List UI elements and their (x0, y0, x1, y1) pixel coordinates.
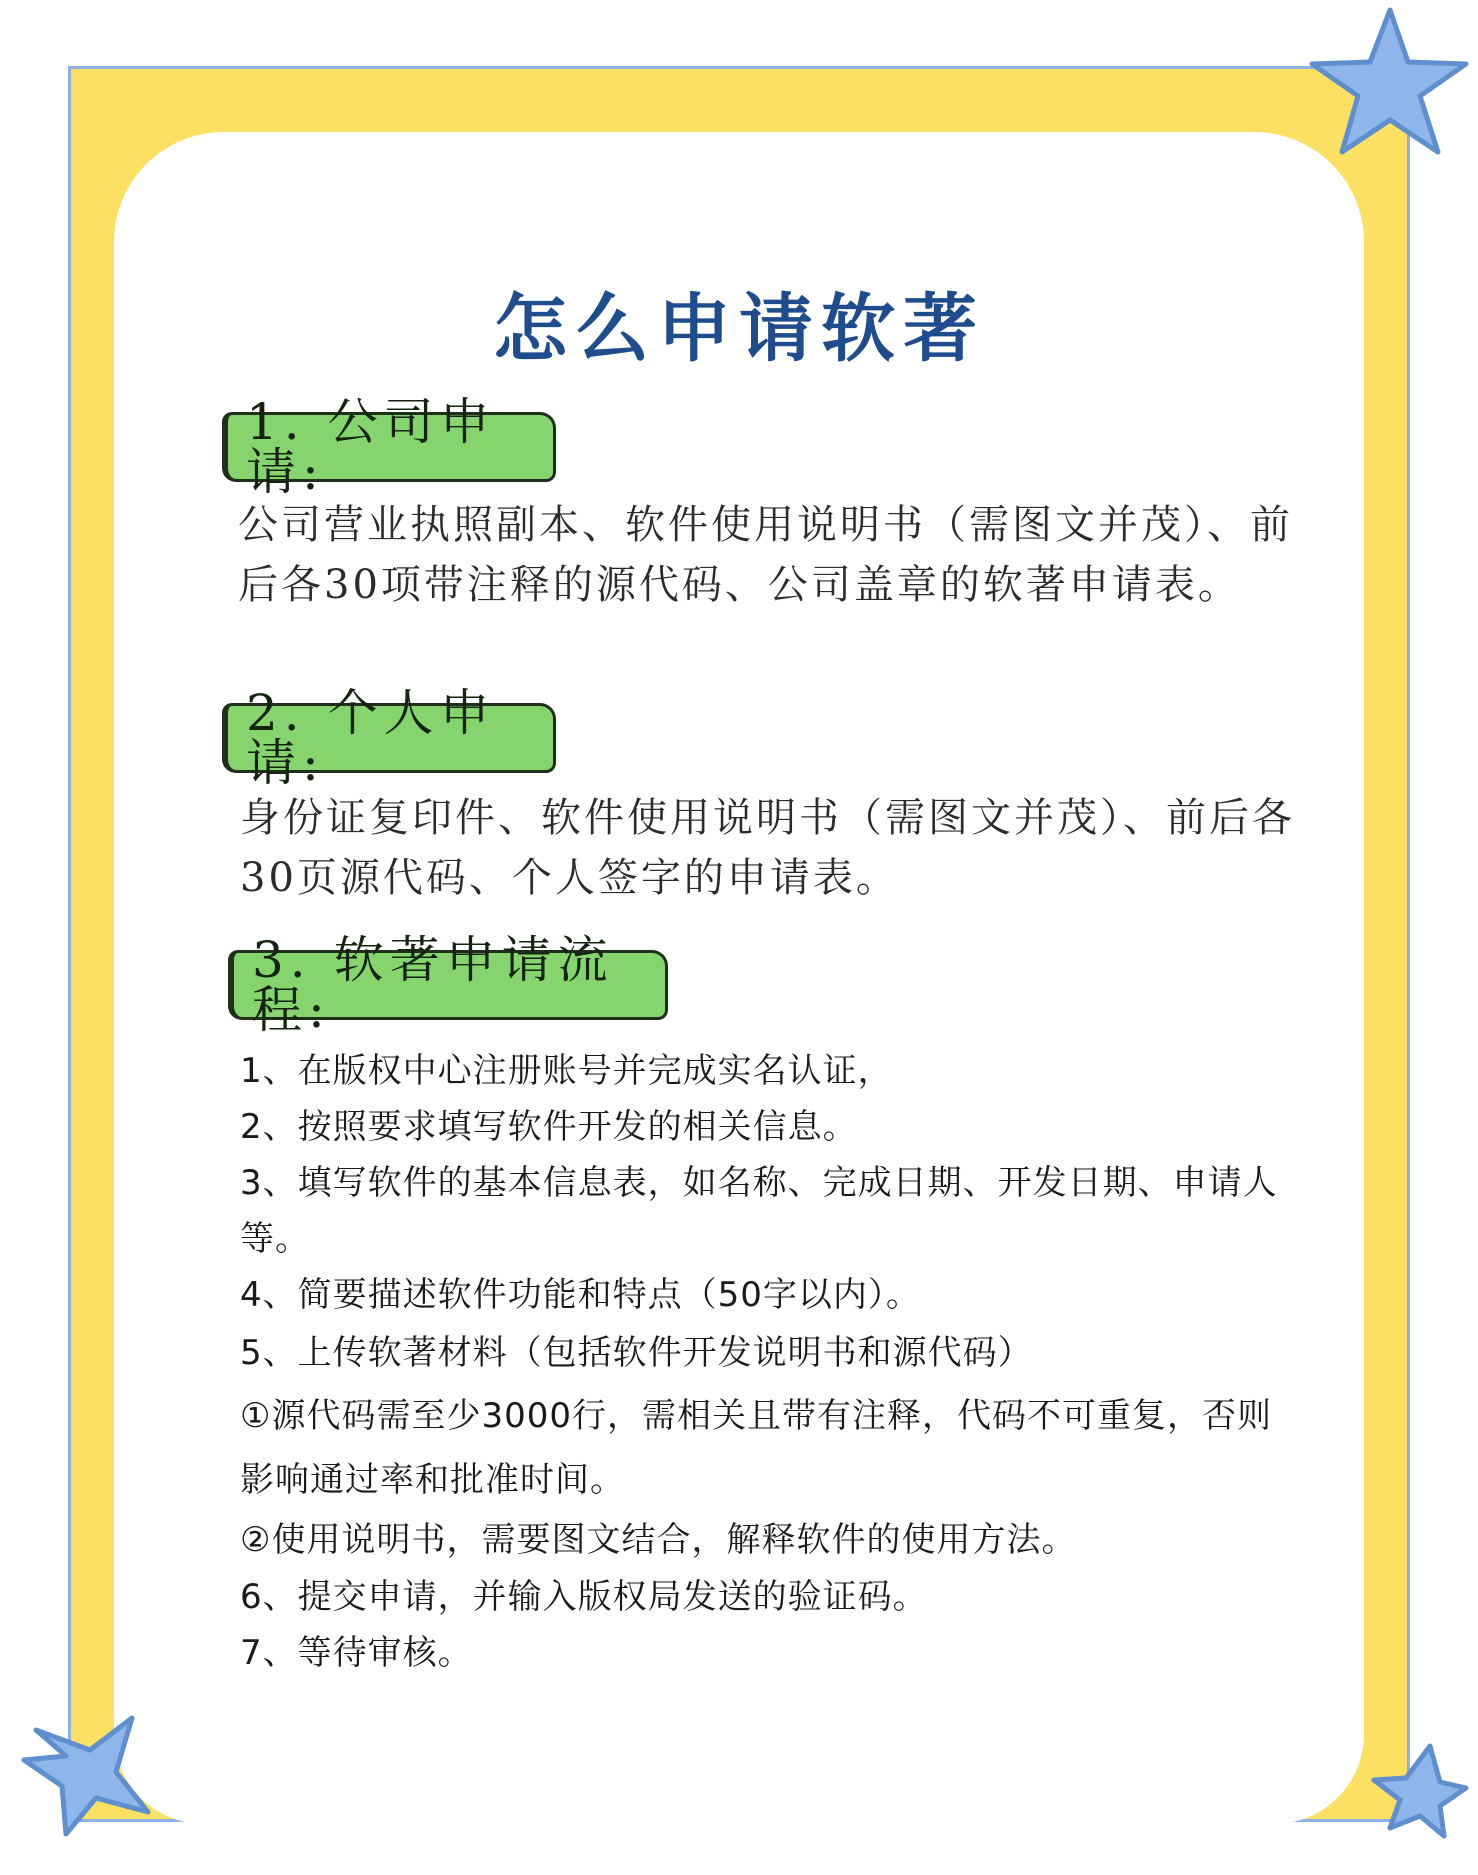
list-item: 等。 (240, 1219, 310, 1259)
text-line: 30页源代码、个人签字的申请表。 (240, 855, 899, 901)
process-steps (240, 1043, 1320, 1681)
list-item: 7、等待审核。 (240, 1633, 473, 1673)
section-text-personal (240, 788, 1295, 908)
section-text-company (238, 495, 1293, 615)
text-line: 公司营业执照副本、软件使用说明书（需图文并茂）、前 (238, 502, 1293, 548)
section-heading-label: 2. 个人申请: (246, 684, 496, 792)
text-line: 后各30项带注释的源代码、公司盖章的软著申请表。 (238, 562, 1241, 608)
star-icon (1298, 4, 1474, 170)
list-item: 2、按照要求填写软件开发的相关信息。 (240, 1107, 858, 1147)
star-icon (16, 1700, 156, 1840)
section-heading-process (228, 931, 668, 1039)
star-icon (1360, 1736, 1470, 1846)
section-heading-personal (222, 684, 556, 792)
list-item: ②使用说明书，需要图文结合，解释软件的使用方法。 (240, 1520, 1077, 1560)
page-title: 怎么申请软著 (493, 286, 985, 372)
list-item: ①源代码需至少3000行，需相关且带有注释，代码不可重复，否则 (240, 1396, 1273, 1436)
list-item: 4、简要描述软件功能和特点（50字以内）。 (240, 1275, 921, 1315)
text-line: 身份证复印件、软件使用说明书（需图文并茂）、前后各 (240, 795, 1295, 841)
section-heading-label: 1. 公司申请: (246, 393, 496, 501)
list-item: 影响通过率和批准时间。 (240, 1460, 625, 1500)
list-item: 1、在版权中心注册账号并完成实名认证， (240, 1051, 893, 1091)
list-item: 6、提交申请，并输入版权局发送的验证码。 (240, 1577, 928, 1617)
section-heading-company (222, 393, 556, 501)
section-heading-label: 3. 软著申请流程: (252, 931, 614, 1039)
list-item: 3、填写软件的基本信息表，如名称、完成日期、开发日期、申请人 (240, 1163, 1278, 1203)
list-item: 5、上传软著材料（包括软件开发说明书和源代码） (240, 1333, 1033, 1373)
